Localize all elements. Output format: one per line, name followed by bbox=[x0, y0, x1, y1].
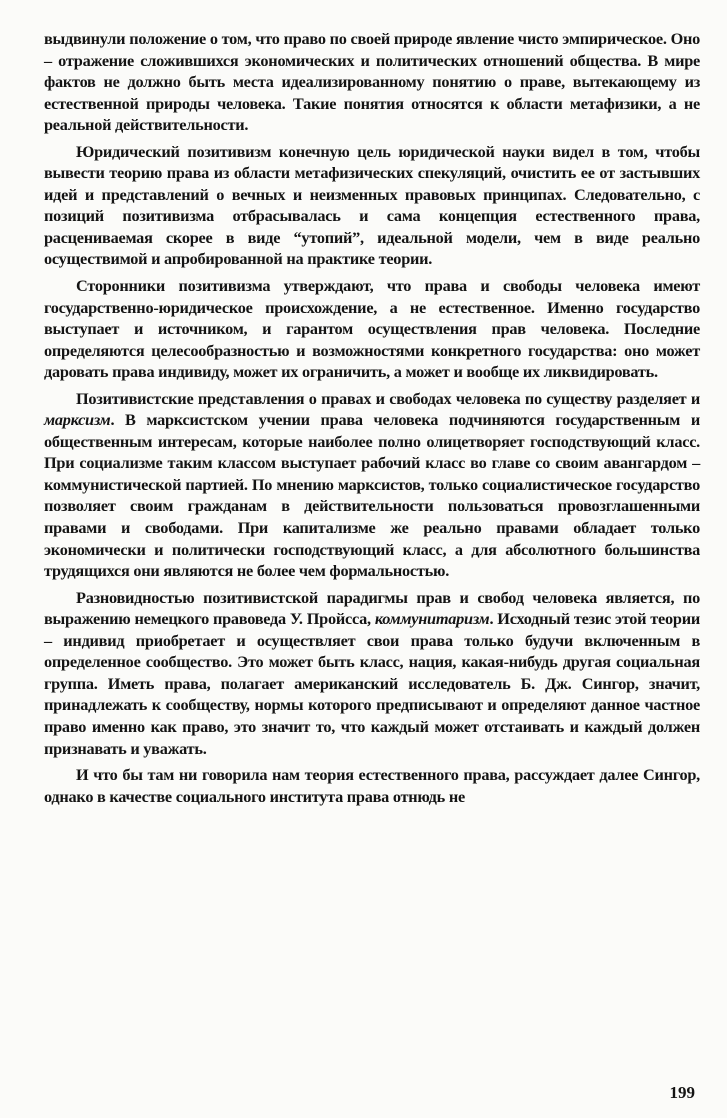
paragraph-5-text-b: . Исходный тезис этой теории – индивид приобретает и осуществляет свои права только будучи включенным в определенное сообщество. Это может быть класс, нация, какая-нибудь другая социальная группа. Иметь права, полагает американский исследователь Б. Дж. Сингор, значит, принадлежать к сообществу, нормы которого предписывают и определяют данное частное право именно как право, это значит то, что каждый может отстаивать и каждый должен признавать и уважать. bbox=[44, 609, 700, 758]
paragraph-3 bbox=[44, 275, 700, 383]
paragraph-5-italic-term: коммунитаризм bbox=[374, 609, 490, 629]
paragraph-4-text-a: Позитивистские представления о правах и свободах человека по существу разделяет и bbox=[76, 388, 700, 408]
paragraph-4-text-b: . В марксистском учении права человека подчиняются государственным и общественным интересам, которые наиболее полно олицетворяет господствующий класс. При социализме таким классом выступает рабочий класс во главе со своим авангардом – коммунистической партией. По мнению марксистов, только социалистическое государство позволяет своим гражданам в действительности пользоваться провозглашенными правами и свободами. При капитализме же реально правами обладает только экономически и политически господствующий класс, а для абсолютного большинства трудящихся они являются не более чем формальностью. bbox=[44, 410, 700, 581]
paragraph-2 bbox=[44, 141, 700, 270]
paragraph-1-text: выдвинули положение о том, что право по своей природе явление чисто эмпирическое. Оно – отражение сложившихся экономических и политических отношений общества. В мире фактов не должно быть места идеализированному понятию о праве, вытекающему из естественной природы человека. Такие понятия относятся к области метафизики, а не реальной действительности. bbox=[44, 29, 700, 135]
paragraph-1 bbox=[44, 28, 700, 136]
paragraph-4 bbox=[44, 388, 700, 582]
paragraph-5 bbox=[44, 587, 700, 759]
paragraph-2-text: Юридический позитивизм конечную цель юридической науки видел в том, чтобы вывести теорию права из области метафизических спекуляций, очистить ее от застывших идей и представлений о вечных и неизменных правовых принципах. Следовательно, с позиций позитивизма отбрасывалась и сама концепция естественного права, расцениваемая скорее в виде “утопий”, идеальной модели, чем в виде реально осуществимой и апробированной на практике теории. bbox=[44, 141, 700, 269]
paragraph-6 bbox=[44, 764, 700, 807]
paragraph-5-text-a: Разновидностью позитивистской парадигмы прав и свобод человека является, по выражению немецкого правоведа У. Пройсса, bbox=[44, 587, 700, 629]
paragraph-3-text: Сторонники позитивизма утверждают, что права и свободы человека имеют государственно-юридическое происхождение, а не естественное. Именно государство выступает и источником, и гарантом осуществления прав человека. Последние определяются целесообразностью и возможностями конкретного государства: оно может даровать права индивиду, может их ограничить, а может и вообще их ликвидировать. bbox=[44, 276, 700, 382]
text-body bbox=[44, 28, 700, 807]
paragraph-4-italic-term: марксизм bbox=[44, 410, 111, 430]
page-number: 199 bbox=[669, 1083, 695, 1102]
paragraph-6-text: И что бы там ни говорила нам теория естественного права, рассуждает далее Сингор, однако в качестве социального института права отнюдь не bbox=[44, 765, 700, 806]
